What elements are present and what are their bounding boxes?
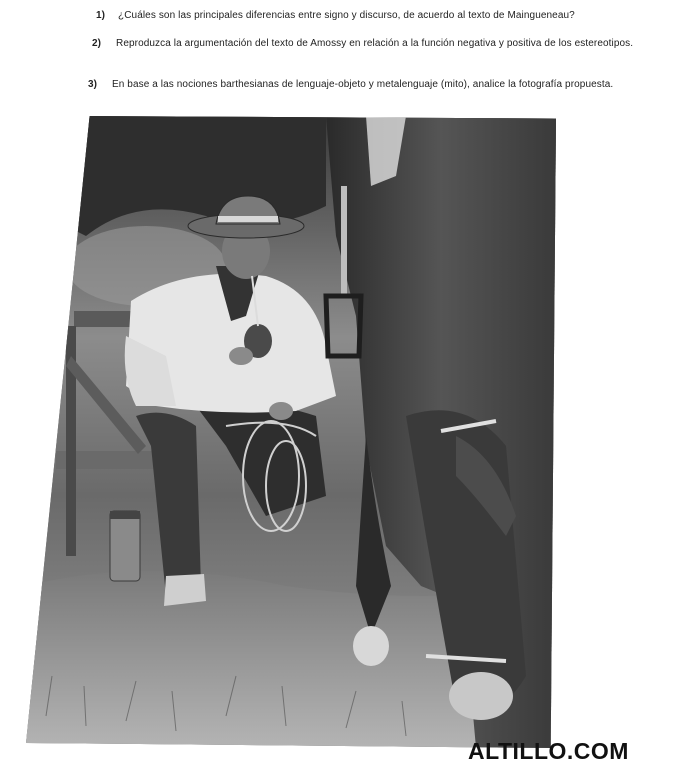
gaucho-photograph (26, 116, 556, 748)
photo-illustration (26, 116, 556, 748)
question-number: 2) (92, 38, 102, 49)
site-watermark: ALTILLO.COM (468, 738, 629, 764)
boot (164, 574, 206, 606)
horse-muzzle (449, 672, 513, 720)
question-1 (96, 9, 686, 23)
question-text: Reproduzca la argumentación del texto de Amossy en relación a la función negativa y positiva de los estereotipos. (116, 38, 634, 49)
question-number: 1) (96, 10, 106, 21)
horse-hoof (353, 626, 389, 666)
thermos (110, 511, 140, 581)
question-text: ¿Cuáles son las principales diferencias entre signo y discurso, de acuerdo al texto de Maingueneau? (118, 10, 575, 21)
question-2 (92, 37, 692, 65)
question-3 (88, 78, 688, 106)
question-number: 3) (88, 79, 98, 90)
question-text: En base a las nociones barthesianas de lenguaje-objeto y metalenguaje (mito), analice la fotografía propuesta. (112, 79, 614, 90)
